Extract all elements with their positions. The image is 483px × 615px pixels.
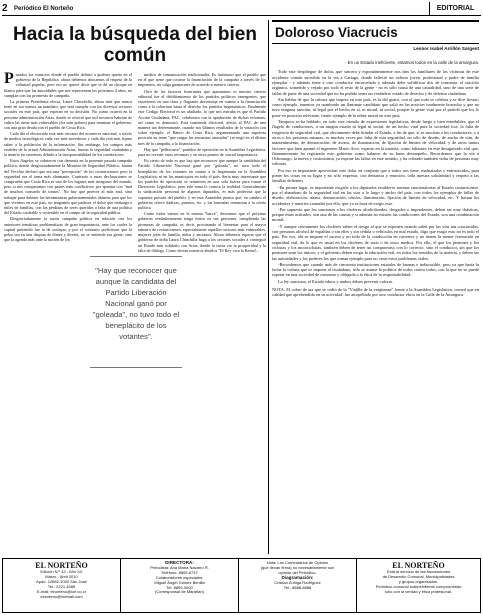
footer-line: de Desarrollo Comunal, Municipalidades bbox=[382, 573, 455, 579]
editorial-paragraph: Desgraciadamente la razón campaña política en relación con los anteriores temáticas problemáticas de gran importancia, ante los cuales la capital pretendió fue la de soslayar, y por el contrario prefirieron que la pelea sea en una disputa de dimes y diretes, no se entiende esa gente, sino que la agenda más ante la nación de los bbox=[4, 216, 132, 243]
editorial-paragraph: Estos flagelos se cubrieron con demasía en la presente pasada campaña política, donde desgraciadamente la Ministra de Seguridad Pública, Janina del Vecchio declaró que era una "percepción" de los costarricenses pero la seguridad era el tema más alarmante. Contrario a estas declaraciones se comprueba que Costa Rica es uno de los lugares más inseguros del mundo, pero si nos comparamos con países más conflictivos por apuntar con "mal de muchos consuelo de tontos". No hay que perecer al más mal, sino trabajar para detener las herramientas gubernamentales idóneas para que los que vivimos en este país, no tengamos que padecer el dolor que embarga a miles de familias, con las pérdidas de seres queridos a falta de una política del Estado confiable y sostenible en el campo de la seguridad pública. bbox=[4, 158, 132, 216]
footer-line: Colaboradores especiales: bbox=[155, 574, 204, 580]
footer-line: (Corresponsal de Marañan) bbox=[155, 589, 204, 595]
subhead: - En un Estado ineficiente, estamos todos en la calle de la amargura. bbox=[345, 60, 479, 65]
footer-line: Tel. 8809-0000 bbox=[166, 584, 193, 590]
footer-brand: EL NORTEÑO bbox=[35, 561, 88, 570]
opinion-column bbox=[272, 20, 479, 556]
editorial-article bbox=[4, 24, 266, 556]
opinion-note: NOTA: El cobro de tax que se cedió de la "Viajilla de la vergüenza" frente a la Asamblea Legislativa, cometí que en calidad que aprehendido en su actividad, fue atropellado por otro conductor ebrio en la Calle de la Amargura. bbox=[272, 286, 479, 298]
footer-line: Edición N.º 42 - Año XX bbox=[40, 569, 83, 574]
footer-association bbox=[357, 559, 480, 612]
footer-heading: DIRECTORA: bbox=[165, 560, 194, 565]
newspaper-name: Periódico El Norteño bbox=[14, 5, 74, 12]
editorial-paragraph bbox=[4, 72, 132, 98]
editorial-paragraph: Otro de los factores frustrantes que apuntamos es nuestro criterio editorial fue el debilitamiento de los partidos políticos emergentes, que estuvieron en una clara y flagrante desventaja en cuanto a la financiación como a la cobertura hasta el derecho los partidos hegemónicos. Realmente este Código Electoral es un abultado, lo que nos extraña es que el Partido Acción Ciudadana, PAC, colaborara con la aprobación de dichas reformas, así como es demostró. Esta contienda electoral, afectó al PAC de una manera tan determinante, cuando sus últimos resultados de la votación con sobre ejemplo: el Banco de Costa Rica, argumentando una supuesta posición en tener "que cargar las encuestas atrasadas" (se negó en el último mes de la campaña, a la financiación. bbox=[138, 88, 266, 146]
footer-line: Periódico comunal independiente comprometido bbox=[375, 583, 462, 589]
footer-line: y grupos organizados. bbox=[398, 578, 439, 584]
column-divider bbox=[268, 20, 269, 554]
footer-line: Marzo - Abril 2010 bbox=[45, 573, 78, 579]
footer-line: Nota: Los Comentarios de Opinión bbox=[266, 560, 329, 565]
opinion-paragraph: Tampoco se ha hablado, en todo este cúmulo de expresiones legislativas, desde luego y bien enseñables, que el flagelo de conductores, a un ningún estado ni legal ni social, de un hecho vital para la sociedad tica: la falta de exigencia de seguridad vial, que obviamente debe brindar el Estado, a fin de que, si se suscitan a los conductores, o a otros o los personas mismas, es muchas veces por falta de esta seguridad, no sólo de diseño, de ancho de vías, de mantenimiento, de demarcación, de avisos, de iluminación, de fijación de límites de velocidad, y de otros tantos factores que bien apuntó el ingeniero Mario Arce, experto en la materia, como faltantes en este desaguisado vial que, flamantemente ha registrado este gobierno como balance de su buen desempeño. Recordemos que la vía a Ochomogo, la nueva y costosísima, ya expone las fallas en este sentido, y ha cobrado también vidas de personas muy valiosas. bbox=[272, 119, 479, 167]
section-tag: EDITORIAL bbox=[429, 2, 481, 15]
editorial-paragraph-text: asados los comicios donde el pueblo definió a quiénes quería en el gobierno de la República, ahora debemos abocarnos al respeto de la voluntad popular, pero eso no quiere decir que se dé un choque en blanco para que las autoridades que nos representan los próximos 4 años, no cumplan con las promesas de campaña. bbox=[4, 72, 132, 98]
footer-line: Periodista: Ana María Navarro R. bbox=[150, 564, 209, 570]
opinion-paragraph: Todo este despliegue de dolor, que sincera y espontáneamente nos dan los familiares de las víctimas de este accidente común sucedido en la vía a Cartago, donde falleció un valioso joven, profesional y padre de familia ejemplar - y además tiene a otro conductor encarcelado y además debe solidificar dos de tormenta, el suicidio orgánico, sometido y vejado por todo el resto de la gente - no es sólo causa de una casualidad, sino de una serie de fallas de parte de una sociedad que no ha podido tener un verdadero estado de derecho y de defensa ciudadana. bbox=[272, 69, 479, 96]
opinion-paragraph: Sin hablar de que la cultura que impera en este país, es la del guaro, con el que todo se celebra y se dice fiestas; como ejemplo, tenemos ya nombrado un flamante candidato que salió en las noticias totalmente borracho y que no tuvo ninguna sanción, ni legal por el hecho en sí, ni moral, ni social, porque la gente votó por el partido que los lo pone en posición relevante, frente ejemplo de la niñez moral en este país. bbox=[272, 96, 479, 118]
footer-directors bbox=[121, 559, 239, 612]
editorial-paragraph: En cierto de todo es que hay que reconocer que aunque la candidata del Partido Liberación Nacional ganó por "goleada", no tuvo todo el beneplácito de los votantes en cuanto a la hegemonía en la Asamblea Legislativa, ni en los municipios en todo el país. Sería muy interesante que los partidos de oposición se reuniesen en una sola fuerza para tomar el Directorio Legislativo, pero este tema lo conoce la realidad. Generalmente la sindicación personal de algunos diputados, es más poderosa que la supuesta presión del pueblo, y en esta Asamblea pienso que, en cambio el gobierno ofrece dádivas, puestos, etc. y las bancadas renuncian a la oferta política. bbox=[138, 158, 266, 211]
editorial-paragraph: Como todos vamos en la misma "barca", deseamos que el próximo gobierno verdaderamente tenga éxitos en sus gestiones, cumpliendo las promesas de campaña, es decir, procurando el bienestar para el mayor número de costarricenses, especialmente aquellos sectores más vulnerables, mujeres jefas de familia, niños y ancianos. Ahora debemos esperar que el gobierno de doña Laura Chinchilla haga a los sectores sociales a conseguir un Estado más solidario con Arias, donde la tierra vio la prosperidad y la falta de diálogo. Como decían nuestros abuelos "El Rey viva la Reina!... bbox=[138, 211, 266, 253]
drop-cap: P bbox=[4, 72, 14, 87]
footer-line: Está al servicio de las Asociaciones bbox=[386, 569, 451, 574]
editorial-paragraph: La primera Presidenta electa, Laura Chinchilla, ahora más que nunca tiene en sus manos un mandato, que será cumplir con los diversos sectores sociales en este país, que esperan en su decisión. No como ocurrió en la presente administración Arias, donde se ofreció que mil nosotros habrían de cubrir las áreas más vulnerables (los más pobres) para terminar el gobierno, con una gran deuda con el pueblo de Costa Rica. bbox=[4, 99, 132, 131]
footer-line: Tel.: 8888-8888 bbox=[283, 584, 312, 590]
page-header bbox=[2, 2, 481, 16]
footer-email[interactable]: E-mail: elnorteno@ice.co.cr bbox=[36, 588, 87, 594]
footer-line: Miguel Ángel Gómez Benilla bbox=[154, 579, 205, 585]
footer-line: (que llevan firma) no necesariamente son bbox=[260, 564, 335, 570]
footer-line: opinión del Periódico. bbox=[278, 569, 317, 575]
editorial-paragraph: medios de comunicación tradicionales. Es lastimoso que el pueblo que en el que tiene que costear la financiación de la campaña a través de los impuestos, no salga guanacaste de acuerdo a nuestro criterio. bbox=[138, 72, 266, 88]
opinion-paragraph: Por eso es importante aprovechar este dolor en conjunto que a todos nos tiene, maltratados y entristecidos, para poner los cosas en su lugar y no sólo expresar, con denuncia y emoción, toda nuestra solidaridad y respeto a las familias dolientes. bbox=[272, 167, 479, 184]
footer-line: Apdo. 12682-1000 San José bbox=[36, 578, 87, 584]
editorial-paragraph: Cada día el electorado está más cercano del acontecer nacional, a través de medios tecnológicos cada vez más novedosos y cada día está más lejano saber a la población de la información. Sin embargo, los campos más estables de la actual Administración Arias, fueron la seguridad ciudadana y la muerte en carreteras debido a la irresponsabilidad de los conductores. bbox=[4, 131, 132, 158]
footer-line: Cristian Zúñiga Rodríguez bbox=[274, 579, 321, 585]
footer-masthead bbox=[3, 559, 121, 612]
opinion-title: Doloroso Viacrucis bbox=[272, 20, 479, 44]
footer-disclaimer bbox=[239, 559, 357, 612]
footer-credits bbox=[2, 558, 481, 613]
opinion-paragraph: -Y aunque ciertamente los choferes saben el riesgo al que se exponen cuando salen por las vías tan concurridas, con personas alcohol de espaldas o sin elles y sin cédula o vehículos en mal estado, digo que exigir esto no es todo el país. Por eso, ahí se impone el suceso y no todo de la conducción en carretera y no tienen la menor formación en seguridad vial, de lo que es usual en los choferes de taxis o de otros medios. Por ello, el que los peatones y los ciclistas y los motociclistas, también deben de tener un compromiso con lo correcto, sino el conductor, sin que los peatones sean los únicos; y el gobierno deben exigir la educación vial, en todos los sentidos de la materia, y deben ser las autoridades y los poderes los que toman ejemplo para no crear estos problemas viales. bbox=[272, 223, 479, 261]
footer-email[interactable]: elnorteno@hotmail.com bbox=[40, 593, 83, 599]
pull-quote: "Hay que reconocer que aunque la candidata del Partido Liberación Nacional ganó por "goleada", no tuvo todo el beneplácito de los votantes". bbox=[90, 256, 182, 368]
footer-line: Tel.: 2221-4085 bbox=[47, 583, 76, 589]
opinion-paragraph: -En primer lugar, es importante exigirle a los diputados establecer normas sancionatorias al Estado costarricense, por el abandono de la seguridad vial en las vías a lo largo y ancho del país, con todos los ejemplos de fallas de diseño, elaboración, atraso, demarcación, rótulos, iluminación, fijación de límites de velocidad, etc. Y bastan los accidentes y muertes causadas por ello, que ya es hora de exigir esto. bbox=[272, 184, 479, 206]
footer-line: Teléfono: 8809-6737 bbox=[161, 569, 198, 575]
opinion-paragraph: -Recordemos que cuando más de cincuenta instituciones estatales de buenas e indiscutible, pero ya que hasta la fecha la cultura que se impone al ciudadano, sólo se asume la política de todos contra todos, con la que no se puede esperar en una sociedad de consumo y obligada a la ética de la responsabilidad. bbox=[272, 261, 479, 278]
opinion-paragraph: -Por supuesto que los sanciones a los choferes alcoholizados, drogados o imprudentes, deben ser muy drásticas, porque estas actitudes, son una de las causas y si además no existen las condiciones del Estado, son una combinación mortal. bbox=[272, 206, 479, 223]
opinion-paragraph: La ley sanciona, el Estado educa y ambos deben prevenir valores. bbox=[278, 278, 394, 284]
footer-brand: EL NORTEÑO bbox=[392, 561, 445, 570]
editorial-paragraph: Hay que "pellizcarse", partidos de oposición en la Asamblea Legislativa, para no revertir estas reformas y en otros puntos de crucial importancia. bbox=[138, 146, 266, 158]
opinion-body bbox=[272, 69, 479, 297]
page-number: 2 bbox=[2, 3, 8, 14]
footer-heading: Diagramación: bbox=[281, 574, 314, 580]
footer-line: sólo con la verdad y ética profesional. bbox=[385, 588, 452, 594]
editorial-headline: Hacia la búsqueda del bien común bbox=[13, 24, 257, 66]
byline: Leonor Isabel Arrillón Sargent bbox=[413, 46, 479, 51]
